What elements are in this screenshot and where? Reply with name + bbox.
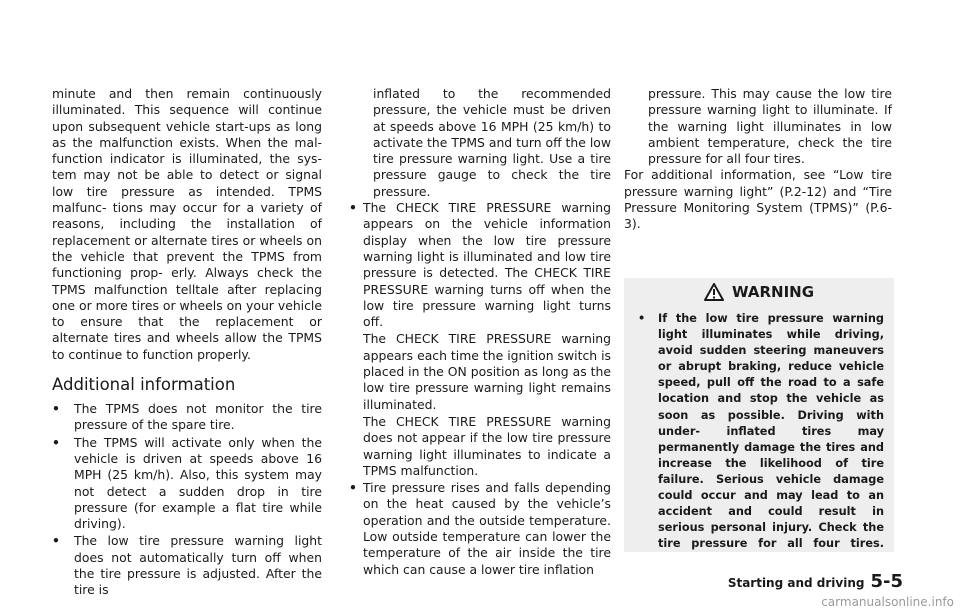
warning-body — [624, 305, 894, 552]
column-middle — [349, 86, 611, 579]
warning-triangle-icon — [704, 283, 724, 301]
list-item-subparagraph: The CHECK TIRE PRESSURE warning does not appear if the low tire pressure warning light illuminates to indicate a TPMS malfunction. — [363, 413, 611, 478]
section-heading: Additional information — [52, 375, 236, 395]
list-item-subparagraph: The CHECK TIRE PRESSURE warning appears each time the ignition switch is placed in the ON position as long as the low tire pressure warning light remains illuminated. — [363, 331, 611, 412]
bullet-list — [349, 200, 611, 578]
reference-paragraph: For additional information, see “Low tire pressure warning light” (P.2-12) and “Tire Pressure Monitoring System (TPMS)” (P.6- 3). — [624, 167, 892, 232]
watermark: carmanualsonline.info — [821, 595, 954, 609]
list-item: • The low tire pressure warning light does not automatically turn off when the tire pressure is adjusted. After the tire is — [52, 533, 322, 598]
list-item-text: The CHECK TIRE PRESSURE warning appears on the vehicle information display when the low tire pressure warning light is illuminated and low tire pressure is detected. The CHECK TIRE PRESSURE warning turns off when the low tire pressure warning light turns off. — [363, 200, 611, 330]
list-item — [349, 200, 611, 479]
warning-header — [624, 278, 894, 305]
warning-box — [624, 278, 894, 552]
section-name: Starting and driving — [727, 576, 865, 590]
list-item: • Tire pressure rises and falls depending on the heat caused by the vehicle’s operation and the outside temperature. Low outside temperature can lower the temperature of the air inside the tire which can cause a lower tire inflation — [349, 480, 611, 578]
page-footer — [728, 571, 903, 592]
column-right — [624, 86, 892, 233]
continued-paragraph: inflated to the recommended pressure, the vehicle must be driven at speeds above 16 MPH (25 km/h) to activate the TPMS and turn off the low tire pressure warning light. Use a tire pressure gauge to check the tire pressure. — [373, 86, 611, 199]
bullet-list — [52, 401, 322, 599]
body-paragraph: minute and then remain continuously illuminated. This sequence will continue upon subsequent vehicle start-ups as long as the malfunction exists. When the mal- function indicator is illuminated, the sys- tem may not be able to detect or signal low tire pressure as intended. TPMS malfunc- tions may occur for a variety of reasons, including the installation of replacement or alternate tires or wheels on the vehicle that prevent the TPMS from functioning prop- erly. Always check the TPMS malfunction telltale after replacing one or more tires or wheels on your vehicle to ensure that the replacement or alternate tires and wheels allow the TPMS to continue to function properly. — [52, 86, 322, 362]
column-left — [52, 86, 322, 600]
warning-title: WARNING — [731, 282, 815, 301]
continued-paragraph: pressure. This may cause the low tire pressure warning light to illuminate. If the warning light illuminates in low ambient temperature, check the tire pressure for all four tires. — [648, 86, 892, 167]
warning-item: • If the low tire pressure warning light illuminates while driving, avoid sudden steering maneuvers or abrupt braking, reduce vehicle speed, pull off the road to a safe location and stop the vehicle as soon as possible. Driving with under- inflated tires may permanently damage the tires and increase the likelihood of tire failure. Serious vehicle damage could occur and may lead to an accident and could result in serious personal injury. Check the tire pressure for all four tires. — [638, 311, 884, 552]
warning-list — [638, 311, 884, 552]
list-item: • The TPMS will activate only when the vehicle is driven at speeds above 16 MPH (25 km/h). Also, this system may not detect a sudden drop in tire pressure (for example a flat tire while driving). — [52, 435, 322, 533]
list-item: • The TPMS does not monitor the tire pressure of the spare tire. — [52, 401, 322, 434]
page-number: 5-5 — [870, 571, 903, 592]
